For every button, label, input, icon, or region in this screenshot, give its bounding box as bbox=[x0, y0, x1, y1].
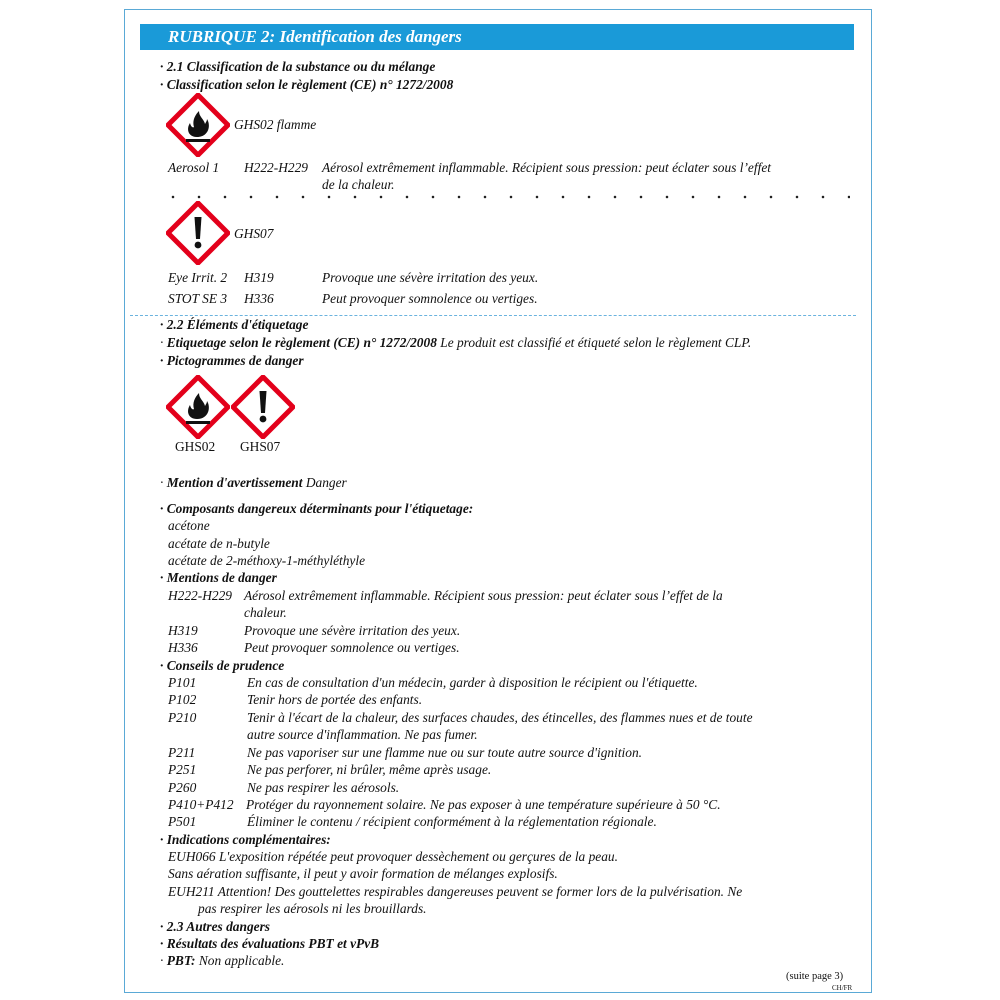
mention-text: Peut provoquer somnolence ou vertiges. bbox=[244, 640, 460, 655]
euh211-text: EUH211 Attention! Des gouttelettes respirables dangereuses peuvent se former lors de la pulvérisation. Ne bbox=[168, 884, 743, 899]
p-code: P251 bbox=[168, 762, 197, 777]
eye-irrit-text: Provoque une sévère irritation des yeux. bbox=[322, 270, 539, 285]
p-code: P410+P412 bbox=[168, 797, 234, 812]
pbt-results-title: · Résultats des évaluations PBT et vPvB bbox=[160, 936, 380, 951]
mention-text: Provoque une sévère irritation des yeux. bbox=[244, 623, 461, 638]
euh066-text: EUH066 L'exposition répétée peut provoquer dessèchement ou gerçures de la peau. bbox=[168, 849, 618, 864]
pictogrammes-title: · Pictogrammes de danger bbox=[160, 353, 304, 368]
ghs02-label: GHS02 flamme bbox=[234, 117, 317, 132]
section-2-3-title: · 2.3 Autres dangers bbox=[160, 919, 271, 934]
composants-title: · Composants dangereux déterminants pour l'étiquetage: bbox=[160, 501, 474, 516]
mention-text-cont: chaleur. bbox=[244, 605, 287, 620]
indications-title: · Indications complémentaires: bbox=[160, 832, 331, 847]
composant-item: acétone bbox=[168, 518, 210, 533]
footer-code: CH/FR bbox=[832, 984, 853, 992]
p-text-cont: autre source d'inflammation. Ne pas fumer. bbox=[247, 727, 478, 742]
p-code: P211 bbox=[168, 745, 196, 760]
p-text: Ne pas perforer, ni brûler, même après usage. bbox=[247, 762, 492, 777]
ghs07-label: GHS07 bbox=[234, 226, 274, 241]
section-2-2-title: · 2.2 Éléments d'étiquetage bbox=[160, 317, 309, 332]
p-code: P210 bbox=[168, 710, 197, 725]
etiquetage-line: · Etiquetage selon le règlement (CE) n° 1272/2008 Le produit est classifié et étiqueté selon le règlement CLP. bbox=[160, 335, 752, 350]
p-text: Tenir hors de portée des enfants. bbox=[247, 692, 423, 707]
ghs02-flame-icon bbox=[166, 93, 230, 157]
euh211-text-cont: pas respirer les aérosols ni les brouillards. bbox=[198, 901, 427, 916]
aerosol-hcode: H222-H229 bbox=[244, 160, 308, 175]
stot-text: Peut provoquer somnolence ou vertiges. bbox=[322, 291, 538, 306]
stot-hcode: H336 bbox=[244, 291, 274, 306]
mentions-danger-title: · Mentions de danger bbox=[160, 570, 277, 585]
mention-code: H222-H229 bbox=[168, 588, 232, 603]
composant-item: acétate de 2-méthoxy-1-méthyléthyle bbox=[168, 553, 366, 568]
stot-category: STOT SE 3 bbox=[168, 291, 228, 306]
dashed-separator bbox=[130, 315, 856, 316]
aerosol-text-cont: de la chaleur. bbox=[322, 177, 395, 192]
eye-irrit-hcode: H319 bbox=[244, 270, 274, 285]
classification-subtitle: · Classification selon le règlement (CE) n° 1272/2008 bbox=[160, 77, 454, 92]
ghs07-exclamation-icon bbox=[231, 375, 295, 439]
p-text: Ne pas vaporiser sur une flamme nue ou sur toute autre source d'ignition. bbox=[247, 745, 643, 760]
p-code: P501 bbox=[168, 814, 197, 829]
p-text: Ne pas respirer les aérosols. bbox=[247, 780, 400, 795]
mention-text: Aérosol extrêmement inflammable. Récipient sous pression: peut éclater sous l’effet de la bbox=[244, 588, 723, 603]
p-text: Tenir à l'écart de la chaleur, des surfaces chaudes, des étincelles, des flammes nues et de toute bbox=[247, 710, 753, 725]
sans-aeration-text: Sans aération suffisante, il peut y avoir formation de mélanges explosifs. bbox=[168, 866, 558, 881]
mention-avertissement: · Mention d'avertissement Danger bbox=[160, 475, 347, 490]
mention-code: H319 bbox=[168, 623, 198, 638]
eye-irrit-category: Eye Irrit. 2 bbox=[168, 270, 228, 285]
mention-code: H336 bbox=[168, 640, 198, 655]
section-2-1-title: · 2.1 Classification de la substance ou du mélange bbox=[160, 59, 436, 74]
suite-page: (suite page 3) bbox=[786, 971, 844, 982]
p-code: P101 bbox=[168, 675, 197, 690]
p-text: Éliminer le contenu / récipient conformément à la réglementation régionale. bbox=[247, 814, 657, 829]
aerosol-category: Aerosol 1 bbox=[168, 160, 220, 175]
pbt-line: · PBT: Non applicable. bbox=[160, 953, 285, 968]
p-code: P102 bbox=[168, 692, 197, 707]
conseils-prudence-title: · Conseils de prudence bbox=[160, 658, 285, 673]
p-code: P260 bbox=[168, 780, 197, 795]
section-header: RUBRIQUE 2: Identification des dangers bbox=[140, 24, 854, 50]
p-text: Protéger du rayonnement solaire. Ne pas exposer à une température supérieure à 50 °C. bbox=[246, 797, 721, 812]
picto-label-ghs02: GHS02 bbox=[175, 439, 216, 454]
p-text: En cas de consultation d'un médecin, garder à disposition le récipient ou l'étiquette. bbox=[247, 675, 698, 690]
picto-label-ghs07: GHS07 bbox=[240, 439, 281, 454]
composant-item: acétate de n-butyle bbox=[168, 536, 270, 551]
aerosol-text: Aérosol extrêmement inflammable. Récipient sous pression: peut éclater sous l’effet bbox=[322, 160, 771, 175]
dotted-separator bbox=[160, 195, 850, 199]
ghs07-exclamation-icon bbox=[166, 201, 230, 265]
ghs02-flame-icon bbox=[166, 375, 230, 439]
